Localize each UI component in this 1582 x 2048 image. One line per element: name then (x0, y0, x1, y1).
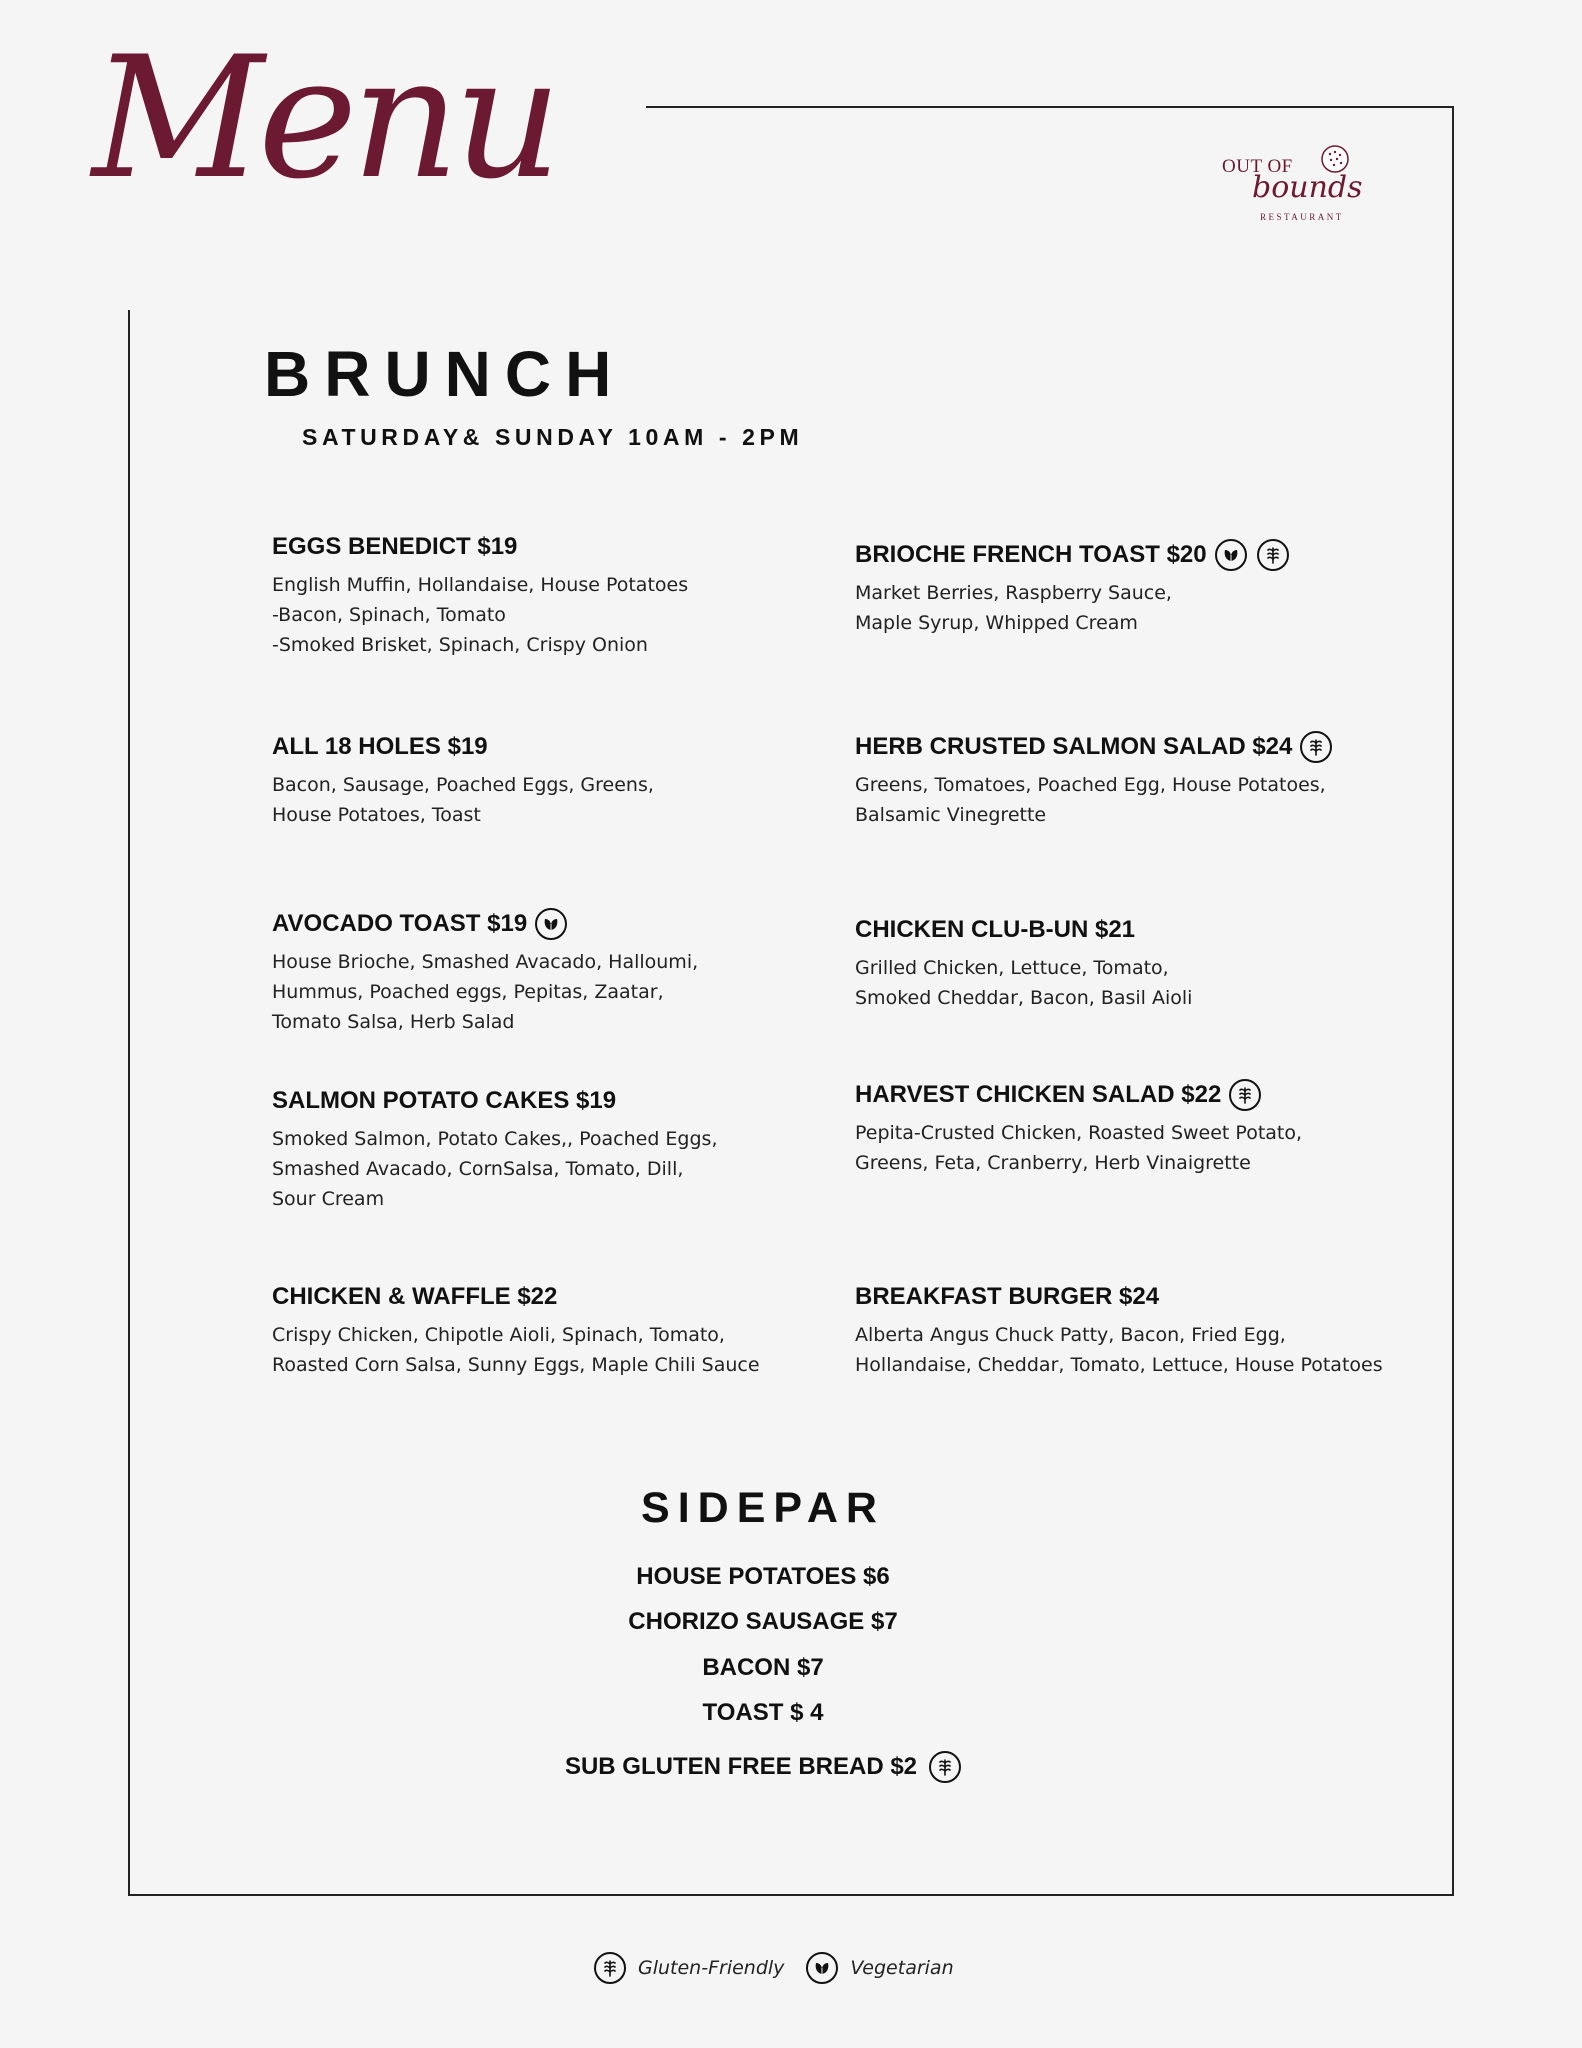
item-dietary-icons (1300, 731, 1332, 763)
item-description (855, 1320, 1445, 1380)
logo-restaurant: RESTAURANT (1260, 212, 1344, 222)
item-heading (855, 730, 1445, 764)
item-description-line: Smoked Cheddar, Bacon, Basil Aioli (855, 987, 1193, 1009)
item-description-line: Roasted Corn Salsa, Sunny Eggs, Maple Chili Sauce (272, 1354, 760, 1376)
item-heading (855, 913, 1445, 947)
item-description-line: Grilled Chicken, Lettuce, Tomato, (855, 957, 1169, 979)
item-heading (855, 1078, 1445, 1112)
item-heading (272, 1280, 832, 1314)
item-name: CHICKEN & WAFFLE $22 (272, 1283, 558, 1310)
legend-label: Vegetarian (850, 1957, 954, 1979)
item-description-line: Smoked Salmon, Potato Cakes,, Poached Eggs, (272, 1128, 718, 1150)
menu-item (272, 530, 832, 660)
item-description (855, 578, 1445, 638)
section-title: BRUNCH (264, 338, 626, 410)
dietary-legend (594, 1950, 976, 1986)
menu-item (855, 913, 1445, 1013)
item-description-line: -Bacon, Spinach, Tomato (272, 604, 506, 626)
side-item-name: CHORIZO SAUSAGE $7 (628, 1608, 898, 1635)
item-heading (272, 530, 832, 564)
item-heading (855, 1280, 1445, 1314)
gluten-friendly-icon (594, 1952, 626, 1984)
item-description-line: Smashed Avacado, CornSalsa, Tomato, Dill, (272, 1158, 684, 1180)
logo-bounds: bounds (1252, 170, 1363, 205)
item-description-line: Greens, Feta, Cranberry, Herb Vinaigrette (855, 1152, 1251, 1174)
item-name: EGGS BENEDICT $19 (272, 533, 518, 560)
gluten-friendly-icon (1300, 731, 1332, 763)
menu-item (272, 1084, 832, 1214)
side-item (400, 1605, 1126, 1639)
menu-item (855, 730, 1445, 830)
logo-out-of: OUT OF (1222, 156, 1293, 177)
item-description-line: Alberta Angus Chuck Patty, Bacon, Fried Egg, (855, 1324, 1286, 1346)
item-description-line: Crispy Chicken, Chipotle Aioli, Spinach, Tomato, (272, 1324, 725, 1346)
item-description-line: Hollandaise, Cheddar, Tomato, Lettuce, House Potatoes (855, 1354, 1383, 1376)
item-name: BREAKFAST BURGER $24 (855, 1283, 1160, 1310)
item-heading (272, 1084, 832, 1118)
item-description (855, 1118, 1445, 1178)
item-name: ALL 18 HOLES $19 (272, 733, 488, 760)
section-hours: SATURDAY& SUNDAY 10AM - 2PM (302, 424, 804, 450)
side-item-name: SUB GLUTEN FREE BREAD $2 (564, 1753, 918, 1780)
side-item-name: HOUSE POTATOES $6 (636, 1563, 890, 1590)
item-description-line: Bacon, Sausage, Poached Eggs, Greens, (272, 774, 654, 796)
menu-item (855, 538, 1445, 638)
menu-item (272, 907, 832, 1037)
item-description-line: Hummus, Poached eggs, Pepitas, Zaatar, (272, 981, 664, 1003)
item-description (272, 1124, 832, 1214)
side-item-name: TOAST $ 4 (702, 1699, 824, 1726)
side-item (400, 1750, 1126, 1784)
gluten-friendly-icon (1229, 1079, 1261, 1111)
item-dietary-icons (1229, 1079, 1261, 1111)
frame-right-line (1452, 106, 1454, 1896)
item-description-line: House Brioche, Smashed Avacado, Halloumi, (272, 951, 699, 973)
gluten-friendly-icon (1257, 539, 1289, 571)
item-description-line: Pepita-Crusted Chicken, Roasted Sweet Potato, (855, 1122, 1303, 1144)
vegetarian-icon (1215, 539, 1247, 571)
menu-item (855, 1280, 1445, 1380)
side-item (400, 1651, 1126, 1685)
item-description-line: Market Berries, Raspberry Sauce, (855, 582, 1172, 604)
item-description (272, 570, 832, 660)
item-description-line: Balsamic Vinegrette (855, 804, 1047, 826)
legend-label: Gluten-Friendly (638, 1957, 785, 1979)
item-description-line: Tomato Salsa, Herb Salad (272, 1011, 515, 1033)
restaurant-logo (1222, 140, 1382, 230)
vegetarian-icon (535, 908, 567, 940)
item-dietary-icons (1215, 539, 1289, 571)
item-description (272, 947, 832, 1037)
item-heading (855, 538, 1445, 572)
item-name: BRIOCHE FRENCH TOAST $20 (855, 541, 1207, 568)
item-description-line: Maple Syrup, Whipped Cream (855, 612, 1138, 634)
side-item (400, 1696, 1126, 1730)
item-heading (272, 730, 832, 764)
frame-bottom-line (128, 1894, 1454, 1896)
item-description-line: English Muffin, Hollandaise, House Potatoes (272, 574, 689, 596)
menu-item (272, 730, 832, 830)
item-dietary-icons (535, 908, 567, 940)
menu-script-title: Menu (92, 20, 556, 216)
item-description (272, 770, 832, 830)
frame-left-line (128, 310, 130, 1896)
item-name: AVOCADO TOAST $19 (272, 910, 528, 937)
item-description (855, 953, 1445, 1013)
item-name: HARVEST CHICKEN SALAD $22 (855, 1081, 1222, 1108)
vegetarian-icon (806, 1952, 838, 1984)
menu-item (272, 1280, 832, 1380)
item-description (272, 1320, 832, 1380)
frame-top-line (646, 106, 1454, 108)
item-heading (272, 907, 832, 941)
item-name: CHICKEN CLU-B-UN $21 (855, 916, 1136, 943)
item-description (855, 770, 1445, 830)
menu-item (855, 1078, 1445, 1178)
side-item-name: BACON $7 (702, 1654, 824, 1681)
item-description-line: Sour Cream (272, 1188, 385, 1210)
item-name: SALMON POTATO CAKES $19 (272, 1087, 617, 1114)
gluten-friendly-icon (929, 1751, 961, 1783)
item-description-line: -Smoked Brisket, Spinach, Crispy Onion (272, 634, 648, 656)
side-item (400, 1560, 1126, 1594)
item-name: HERB CRUSTED SALMON SALAD $24 (855, 733, 1293, 760)
item-description-line: Greens, Tomatoes, Poached Egg, House Potatoes, (855, 774, 1326, 796)
sides-title: SIDEPAR (641, 1484, 885, 1532)
item-description-line: House Potatoes, Toast (272, 804, 481, 826)
